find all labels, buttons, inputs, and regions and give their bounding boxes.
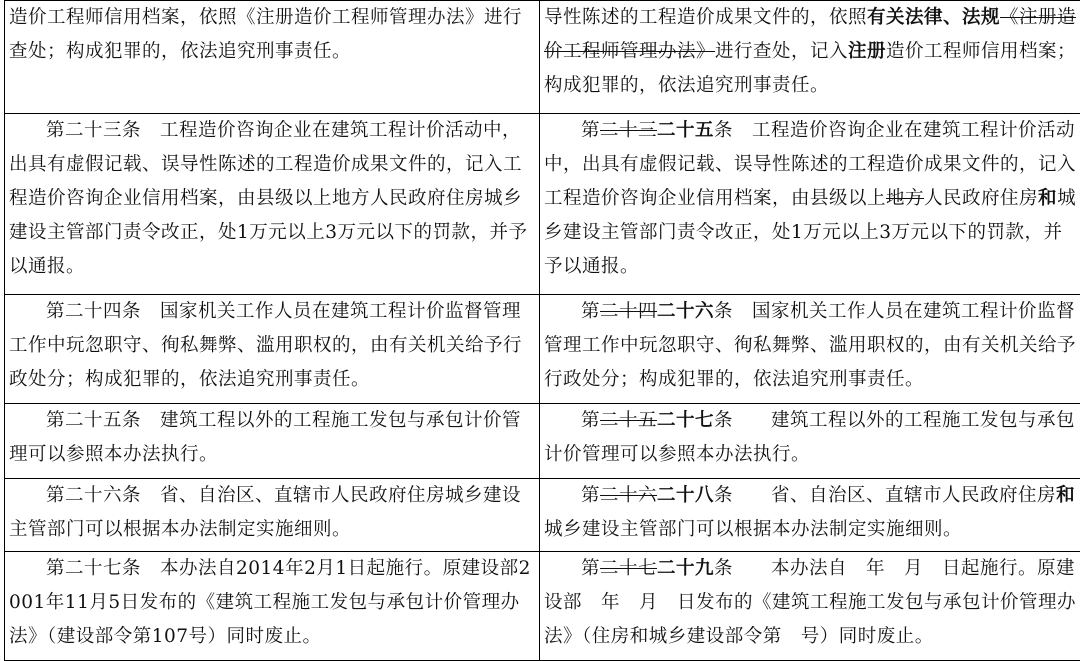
- original-text-cell: [5, 479, 540, 552]
- original-text-cell: [5, 404, 540, 479]
- revised-text-segment: 条 工程造价咨询企业在建筑工程计价活动中，出具有虚假记载、误导性陈述的工程造价成果文件的，记入工程造价咨询企业信用档案，由县级以上: [544, 120, 1077, 209]
- inserted-text: 二十七: [657, 410, 715, 431]
- revised-text-segment: 第: [581, 301, 601, 322]
- revised-text: [544, 7, 1076, 96]
- revised-text: [544, 552, 1080, 654]
- revised-text-segment: 第: [581, 485, 601, 506]
- inserted-text: 二十八: [657, 485, 715, 506]
- deleted-text: 二十七: [600, 558, 658, 579]
- revised-text-segment: 城乡建设主管部门责令改正，处1万元以上3万元以下的罚款，并予以通报。: [544, 188, 1077, 277]
- original-text-cell: [5, 295, 540, 404]
- revised-text-cell: [540, 295, 1080, 404]
- revised-text: [544, 404, 1080, 472]
- revised-text-segment: 造价工程师信用档案；构成犯罪的，依法追究刑事责任。: [544, 41, 1077, 96]
- revised-text-segment: 第: [581, 120, 601, 141]
- table-row: [5, 295, 1080, 404]
- revised-text-cell: [540, 479, 1080, 552]
- revised-text-segment: 条 本办法自 年 月 日起施行。原建设部 年 月 日发布的《建筑工程施工发包与承包计价管理办法》（住房和城乡建设部令第 号）同时废止。: [544, 558, 1077, 647]
- table-row: [5, 404, 1080, 479]
- inserted-text: 和: [1056, 485, 1076, 506]
- comparison-table: [4, 0, 1080, 661]
- deleted-text: 二十五: [600, 410, 658, 431]
- original-text: 造价工程师信用档案，依照《注册造价工程师管理办法》进行查处；构成犯罪的，依法追究刑事责任。: [9, 7, 523, 62]
- deleted-text: 二十三: [600, 120, 658, 141]
- inserted-text: 和: [1038, 188, 1058, 209]
- revised-text: [544, 479, 1080, 547]
- original-text: 第二十四条 国家机关工作人员在建筑工程计价监督管理工作中玩忽职守、徇私舞弊、滥用职权的，由有关机关给予行政处分；构成犯罪的，依法追究刑事责任。: [9, 301, 523, 390]
- revised-text-cell: [540, 1, 1080, 114]
- revised-text-segment: 第: [581, 558, 601, 579]
- revised-text-segment: 条 省、自治区、直辖市人民政府住房: [714, 485, 1057, 506]
- comparison-table-body: [5, 1, 1080, 661]
- revised-text-segment: 第: [581, 410, 601, 431]
- inserted-text: 有关法律、法规: [867, 7, 1001, 28]
- original-text: 第二十五条 建筑工程以外的工程施工发包与承包计价管理可以参照本办法执行。: [9, 410, 522, 465]
- revised-text-segment: 条 建筑工程以外的工程施工发包与承包计价管理可以参照本办法执行。: [544, 410, 1076, 465]
- inserted-text: 二十九: [657, 558, 715, 579]
- revised-text-cell: [540, 552, 1080, 661]
- revised-text-segment: 人民政府住房: [924, 188, 1039, 209]
- revised-text: [544, 295, 1080, 397]
- deleted-text: 二十四: [600, 301, 658, 322]
- revised-text-segment: 导性陈述的工程造价成果文件的，依照: [544, 7, 868, 28]
- original-text-cell: [5, 1, 540, 114]
- revised-text-segment: 城乡建设主管部门可以根据本办法制定实施细则。: [544, 519, 963, 540]
- original-text: 第二十六条 省、自治区、直辖市人民政府住房城乡建设主管部门可以根据本办法制定实施细则。: [9, 485, 522, 540]
- deleted-text: 地方: [886, 188, 925, 209]
- original-text: 第二十三条 工程造价咨询企业在建筑工程计价活动中，出具有虚假记载、误导性陈述的工程造价成果文件的，记入工程造价咨询企业信用档案，由县级以上地方人民政府住房城乡建设主管部门责令改正，处1万元以上3万元以下的罚款，并予以通报。: [9, 120, 528, 277]
- table-row: [5, 479, 1080, 552]
- deleted-text: 二十六: [600, 485, 658, 506]
- table-row: [5, 114, 1080, 295]
- inserted-text: 二十五: [657, 120, 715, 141]
- inserted-text: 二十六: [657, 301, 715, 322]
- deleted-text: 《注册造价工程师管理办法》: [544, 7, 1077, 62]
- revised-text-cell: [540, 404, 1080, 479]
- original-text-cell: [5, 552, 540, 661]
- original-text: 第二十七条 本办法自2014年2月1日起施行。原建设部2001年11月5日发布的《建筑工程施工发包与承包计价管理办法》（建设部令第107号）同时废止。: [9, 558, 531, 647]
- table-row: [5, 552, 1080, 661]
- revised-text-cell: [540, 114, 1080, 295]
- inserted-text: 注册: [848, 41, 887, 62]
- original-text-cell: [5, 114, 540, 295]
- revised-text-segment: 条 国家机关工作人员在建筑工程计价监督管理工作中玩忽职守、徇私舞弊、滥用职权的，由有关机关给予行政处分；构成犯罪的，依法追究刑事责任。: [544, 301, 1077, 390]
- revised-text-segment: 进行查处，记入: [715, 41, 849, 62]
- revised-text: [544, 114, 1080, 284]
- table-row: [5, 1, 1080, 114]
